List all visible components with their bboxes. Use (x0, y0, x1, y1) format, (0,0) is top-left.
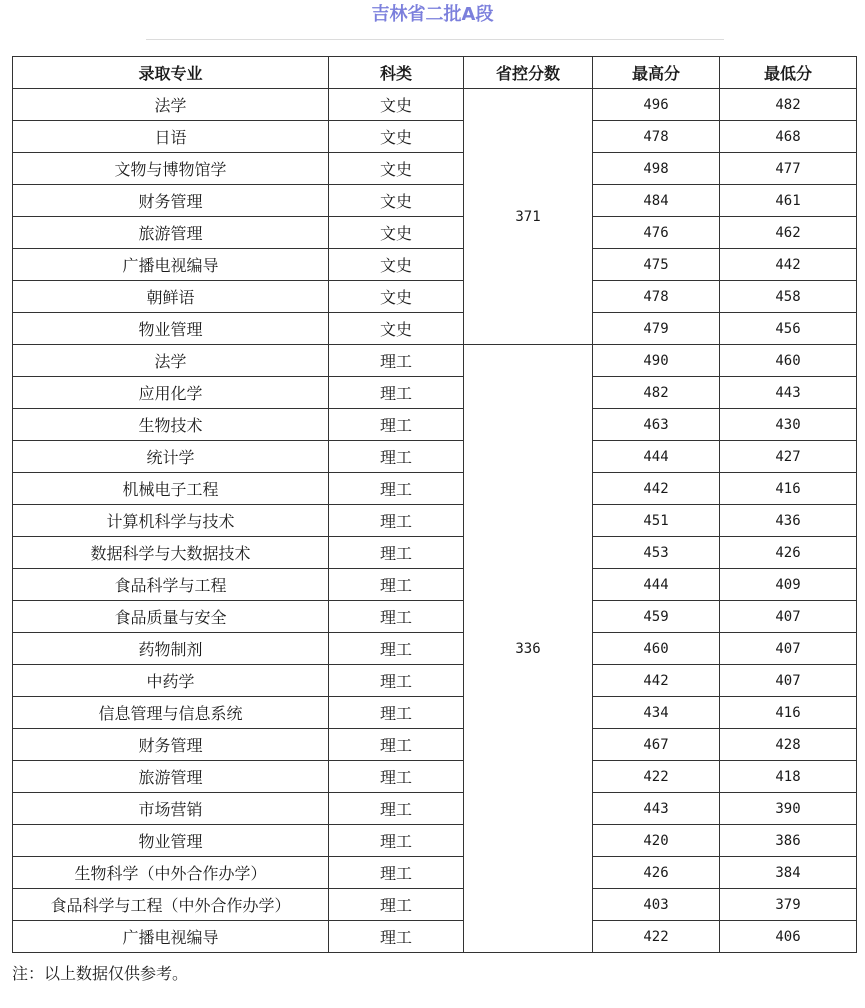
cell-major: 物业管理 (13, 313, 329, 345)
cell-max-score: 443 (593, 793, 720, 825)
table-row (13, 633, 857, 665)
cell-min-score: 436 (720, 505, 857, 537)
cell-category: 理工 (329, 473, 464, 505)
cell-max-score: 475 (593, 249, 720, 281)
cell-min-score: 406 (720, 921, 857, 953)
cell-max-score: 420 (593, 825, 720, 857)
cell-max-score: 460 (593, 633, 720, 665)
cell-category: 理工 (329, 793, 464, 825)
cell-major: 朝鲜语 (13, 281, 329, 313)
cell-major: 食品科学与工程 (13, 569, 329, 601)
cell-max-score: 453 (593, 537, 720, 569)
cell-category: 文史 (329, 185, 464, 217)
table-row (13, 697, 857, 729)
cell-major: 统计学 (13, 441, 329, 473)
cell-major: 食品科学与工程（中外合作办学） (13, 889, 329, 921)
cell-max-score: 422 (593, 921, 720, 953)
cell-min-score: 461 (720, 185, 857, 217)
table-row (13, 473, 857, 505)
cell-major: 物业管理 (13, 825, 329, 857)
header-major: 录取专业 (13, 57, 329, 89)
cell-min-score: 468 (720, 121, 857, 153)
cell-major: 法学 (13, 345, 329, 377)
cell-major: 食品质量与安全 (13, 601, 329, 633)
cell-category: 理工 (329, 505, 464, 537)
cell-category: 理工 (329, 825, 464, 857)
cell-min-score: 428 (720, 729, 857, 761)
cell-control-score: 336 (464, 345, 593, 953)
cell-major: 机械电子工程 (13, 473, 329, 505)
table-row (13, 889, 857, 921)
cell-major: 市场营销 (13, 793, 329, 825)
cell-max-score: 463 (593, 409, 720, 441)
table-row (13, 665, 857, 697)
cell-max-score: 490 (593, 345, 720, 377)
cell-min-score: 458 (720, 281, 857, 313)
cell-category: 理工 (329, 345, 464, 377)
cell-category: 理工 (329, 409, 464, 441)
cell-min-score: 390 (720, 793, 857, 825)
table-row (13, 377, 857, 409)
cell-min-score: 379 (720, 889, 857, 921)
cell-max-score: 484 (593, 185, 720, 217)
cell-category: 文史 (329, 121, 464, 153)
cell-category: 理工 (329, 569, 464, 601)
cell-min-score: 456 (720, 313, 857, 345)
cell-category: 理工 (329, 921, 464, 953)
cell-max-score: 444 (593, 441, 720, 473)
page-title: 吉林省二批A段 (371, 4, 494, 25)
cell-category: 理工 (329, 857, 464, 889)
cell-max-score: 498 (593, 153, 720, 185)
cell-category: 理工 (329, 601, 464, 633)
cell-major: 计算机科学与技术 (13, 505, 329, 537)
cell-category: 理工 (329, 633, 464, 665)
header-max-score: 最高分 (593, 57, 720, 89)
table-row (13, 857, 857, 889)
cell-min-score: 384 (720, 857, 857, 889)
cell-min-score: 462 (720, 217, 857, 249)
cell-min-score: 477 (720, 153, 857, 185)
table-row (13, 569, 857, 601)
cell-category: 理工 (329, 729, 464, 761)
table-row (13, 505, 857, 537)
cell-category: 理工 (329, 377, 464, 409)
table-row (13, 121, 857, 153)
table-row (13, 313, 857, 345)
cell-min-score: 386 (720, 825, 857, 857)
cell-max-score: 426 (593, 857, 720, 889)
table-row (13, 345, 857, 377)
cell-category: 理工 (329, 537, 464, 569)
table-row (13, 921, 857, 953)
table-row (13, 281, 857, 313)
cell-major: 法学 (13, 89, 329, 121)
table-row (13, 793, 857, 825)
cell-min-score: 430 (720, 409, 857, 441)
cell-max-score: 442 (593, 665, 720, 697)
footnote: 注：以上数据仅供参考。 (12, 964, 189, 983)
cell-min-score: 443 (720, 377, 857, 409)
admission-score-table (12, 56, 857, 953)
table-row (13, 441, 857, 473)
cell-category: 理工 (329, 761, 464, 793)
cell-max-score: 434 (593, 697, 720, 729)
cell-major: 生物技术 (13, 409, 329, 441)
table-body (13, 89, 857, 953)
cell-major: 财务管理 (13, 185, 329, 217)
cell-min-score: 427 (720, 441, 857, 473)
table-row (13, 537, 857, 569)
cell-max-score: 459 (593, 601, 720, 633)
cell-min-score: 407 (720, 601, 857, 633)
cell-major: 文物与博物馆学 (13, 153, 329, 185)
cell-min-score: 460 (720, 345, 857, 377)
table-header-row (13, 57, 857, 89)
cell-category: 文史 (329, 89, 464, 121)
cell-major: 药物制剂 (13, 633, 329, 665)
table-row (13, 89, 857, 121)
cell-min-score: 426 (720, 537, 857, 569)
table-row (13, 409, 857, 441)
table-row (13, 601, 857, 633)
cell-major: 旅游管理 (13, 761, 329, 793)
cell-max-score: 444 (593, 569, 720, 601)
table-row (13, 153, 857, 185)
cell-major: 数据科学与大数据技术 (13, 537, 329, 569)
cell-category: 文史 (329, 153, 464, 185)
cell-min-score: 409 (720, 569, 857, 601)
header-control-score: 省控分数 (464, 57, 593, 89)
cell-max-score: 479 (593, 313, 720, 345)
cell-min-score: 416 (720, 697, 857, 729)
cell-max-score: 496 (593, 89, 720, 121)
cell-max-score: 478 (593, 121, 720, 153)
cell-max-score: 451 (593, 505, 720, 537)
cell-min-score: 416 (720, 473, 857, 505)
cell-min-score: 482 (720, 89, 857, 121)
cell-major: 日语 (13, 121, 329, 153)
table-row (13, 825, 857, 857)
table-row (13, 217, 857, 249)
cell-category: 理工 (329, 441, 464, 473)
cell-category: 理工 (329, 889, 464, 921)
cell-max-score: 403 (593, 889, 720, 921)
cell-category: 文史 (329, 249, 464, 281)
cell-major: 生物科学（中外合作办学） (13, 857, 329, 889)
header-min-score: 最低分 (720, 57, 857, 89)
cell-max-score: 476 (593, 217, 720, 249)
cell-min-score: 418 (720, 761, 857, 793)
header-category: 科类 (329, 57, 464, 89)
cell-min-score: 442 (720, 249, 857, 281)
cell-category: 理工 (329, 665, 464, 697)
cell-max-score: 482 (593, 377, 720, 409)
cell-category: 文史 (329, 313, 464, 345)
cell-major: 财务管理 (13, 729, 329, 761)
cell-category: 文史 (329, 281, 464, 313)
cell-major: 应用化学 (13, 377, 329, 409)
table-row (13, 249, 857, 281)
cell-max-score: 442 (593, 473, 720, 505)
cell-min-score: 407 (720, 633, 857, 665)
cell-major: 信息管理与信息系统 (13, 697, 329, 729)
cell-major: 中药学 (13, 665, 329, 697)
cell-max-score: 467 (593, 729, 720, 761)
cell-min-score: 407 (720, 665, 857, 697)
cell-major: 旅游管理 (13, 217, 329, 249)
cell-max-score: 422 (593, 761, 720, 793)
title-divider (146, 39, 724, 40)
table-row (13, 761, 857, 793)
cell-control-score: 371 (464, 89, 593, 345)
table-row (13, 729, 857, 761)
cell-major: 广播电视编导 (13, 921, 329, 953)
table-row (13, 185, 857, 217)
cell-max-score: 478 (593, 281, 720, 313)
cell-major: 广播电视编导 (13, 249, 329, 281)
cell-category: 文史 (329, 217, 464, 249)
cell-category: 理工 (329, 697, 464, 729)
